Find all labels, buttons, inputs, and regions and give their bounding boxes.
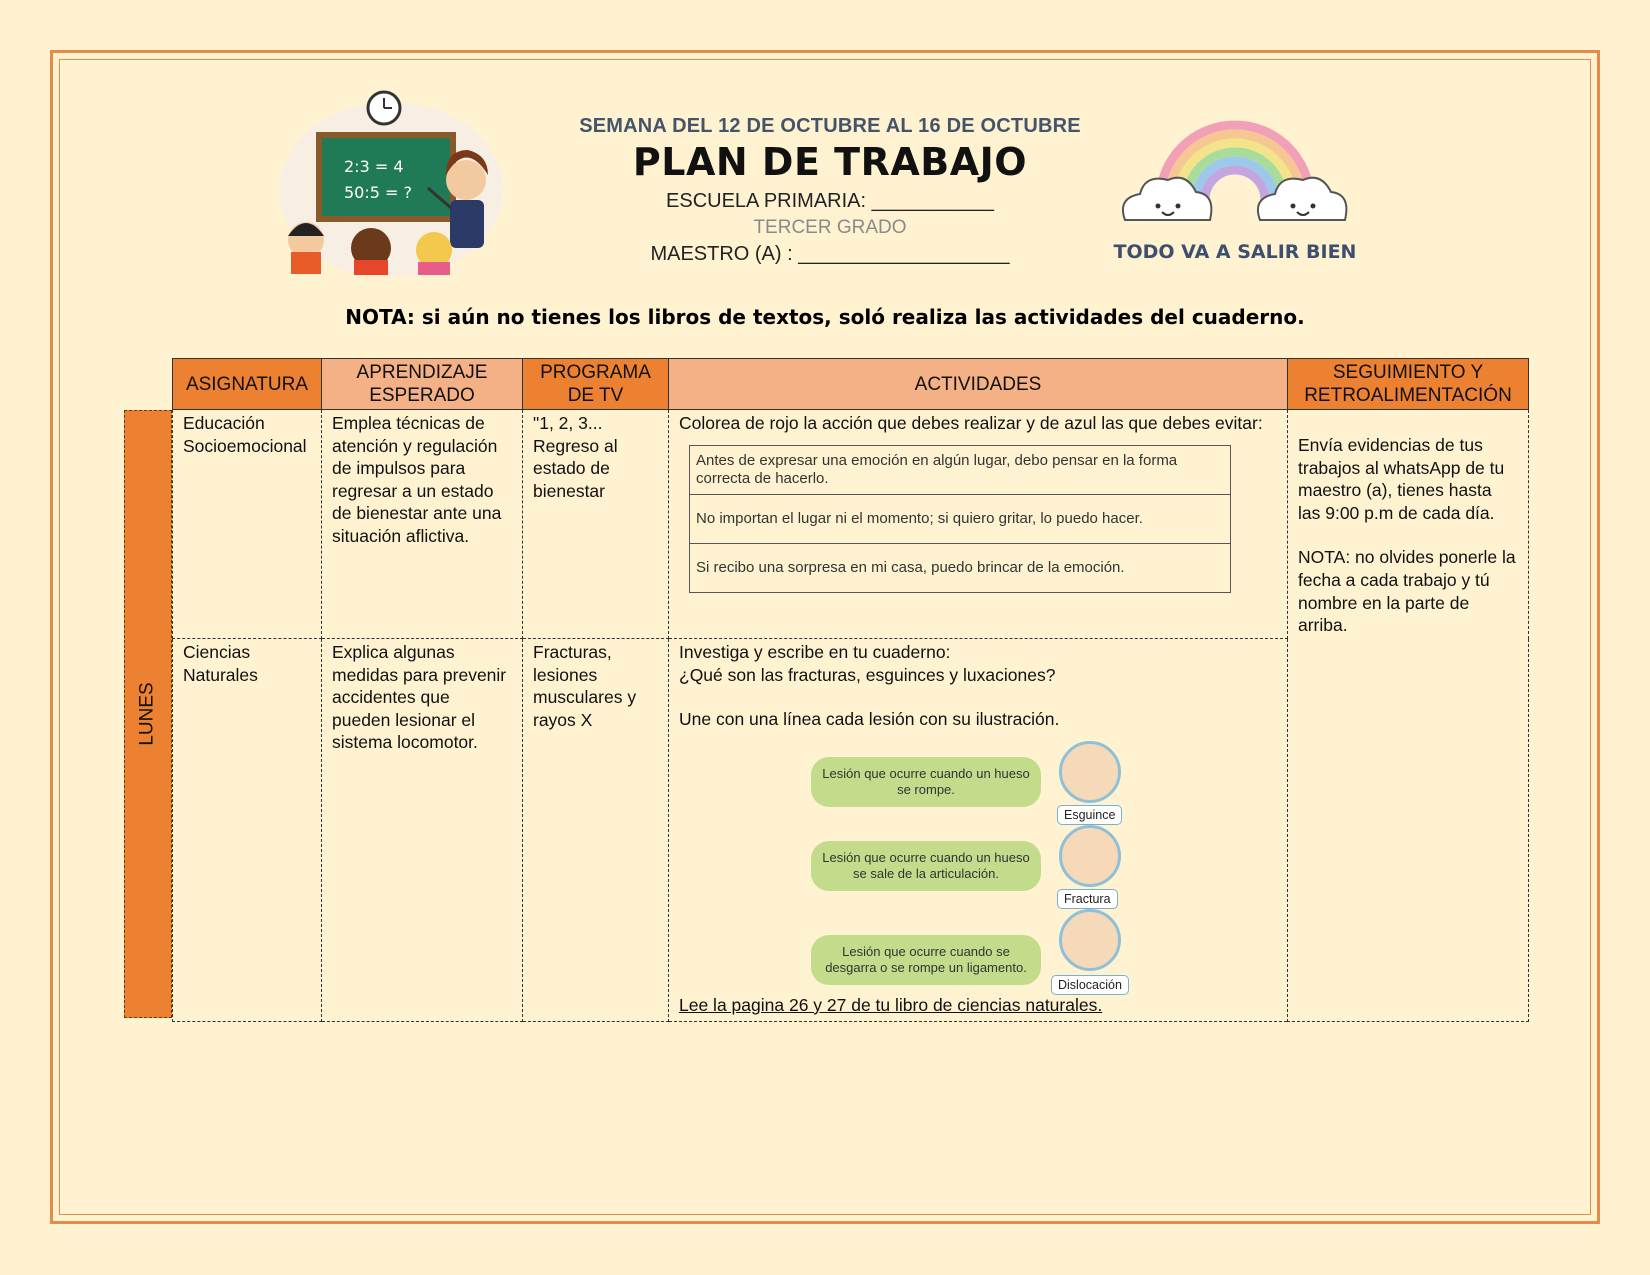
cell-asignatura: Ciencias Naturales — [173, 639, 322, 1022]
injury-description-1: Lesión que ocurre cuando un hueso se rompe. — [811, 757, 1041, 807]
activity-line-3: Une con una línea cada lesión con su ilustración. — [679, 709, 1060, 730]
note-text: NOTA: si aún no tienes los libros de textos, soló realiza las actividades del cuaderno. — [345, 305, 1305, 329]
classroom-clipart — [276, 90, 506, 275]
statement-2: No importan el lugar ni el momento; si quiero gritar, lo puedo hacer. — [690, 495, 1230, 544]
activity-line-1: Investiga y escribe en tu cuaderno: — [679, 642, 951, 662]
tag-dislocacion: Dislocación — [1051, 975, 1129, 995]
cell-asignatura: Educación Socioemocional — [173, 410, 322, 639]
header-asignatura: ASIGNATURA — [173, 359, 322, 410]
seguimiento-text-1: Envía evidencias de tus trabajos al whatsApp de tu maestro (a), tienes hasta las 9:00 p.m de cada día. — [1298, 435, 1505, 523]
header-programa: PROGRAMA DE TV — [523, 359, 669, 410]
seguimiento-text-2: NOTA: no olvides ponerle la fecha a cada trabajo y tú nombre en la parte de arriba. — [1298, 547, 1516, 636]
work-plan-table — [172, 358, 1529, 1022]
statement-3: Si recibo una sorpresa en mi casa, puedo brincar de la emoción. — [696, 558, 1125, 576]
table-header-row — [173, 359, 1529, 410]
statement-1: Antes de expresar una emoción en algún lugar, debo pensar en la forma correcta de hacerlo. — [690, 446, 1230, 495]
cell-programa: Fracturas, lesiones musculares y rayos X — [523, 639, 669, 1022]
cell-aprendizaje: Explica algunas medidas para prevenir accidentes que pueden lesionar el sistema locomotor. — [322, 639, 523, 1022]
reading-assignment: Lee la pagina 26 y 27 de tu libro de ciencias naturales. — [679, 994, 1103, 1015]
activity-line-2: ¿Qué son las fracturas, esguinces y luxaciones? — [679, 664, 1056, 685]
day-label — [124, 410, 172, 1018]
cell-seguimiento — [1288, 410, 1529, 1022]
grade-label: TERCER GRADO — [753, 217, 907, 238]
activity-instruction: Colorea de rojo la acción que debes realizar y de azul las que debes evitar: — [679, 413, 1263, 433]
rainbow-caption: TODO VA A SALIR BIEN — [1113, 241, 1357, 263]
fracture-illustration-icon — [1059, 825, 1121, 887]
cell-actividades — [669, 410, 1288, 639]
header-seguimiento: SEGUIMIENTO Y RETROALIMENTACIÓN — [1288, 359, 1529, 410]
table-row — [173, 410, 1529, 639]
day-text: LUNES — [137, 682, 159, 746]
cell-actividades — [669, 639, 1288, 1022]
week-range: SEMANA DEL 12 DE OCTUBRE AL 16 DE OCTUBRE — [579, 115, 1081, 137]
sprain-illustration-icon — [1059, 741, 1121, 803]
rainbow-image — [1110, 90, 1360, 270]
header-aprendizaje: APRENDIZAJE ESPERADO — [322, 359, 523, 410]
dislocation-illustration-icon — [1059, 909, 1121, 971]
tag-esguince: Esguince — [1057, 805, 1122, 825]
cell-programa: "1, 2, 3... Regreso al estado de bienestar — [523, 410, 669, 639]
page-title: PLAN DE TRABAJO — [632, 140, 1028, 184]
statement-box — [689, 445, 1231, 593]
chalkboard-text-1: 2:3 = 4 — [344, 157, 404, 176]
school-field: ESCUELA PRIMARIA: ___________ — [666, 190, 994, 212]
injury-description-2: Lesión que ocurre cuando un hueso se sale de la articulación. — [811, 841, 1041, 891]
injury-description-3: Lesión que ocurre cuando se desgarra o se rompe un ligamento. — [811, 935, 1041, 985]
page-header — [560, 115, 1100, 266]
tag-fractura: Fractura — [1057, 889, 1118, 909]
matching-exercise — [679, 737, 1277, 992]
header-actividades: ACTIVIDADES — [669, 359, 1288, 410]
cell-aprendizaje: Emplea técnicas de atención y regulación de impulsos para regresar a un estado de bienestar ante una situación aflictiva. — [322, 410, 523, 639]
teacher-field: MAESTRO (A) : ___________________ — [650, 243, 1010, 265]
chalkboard-text-2: 50:5 = ? — [344, 183, 412, 202]
